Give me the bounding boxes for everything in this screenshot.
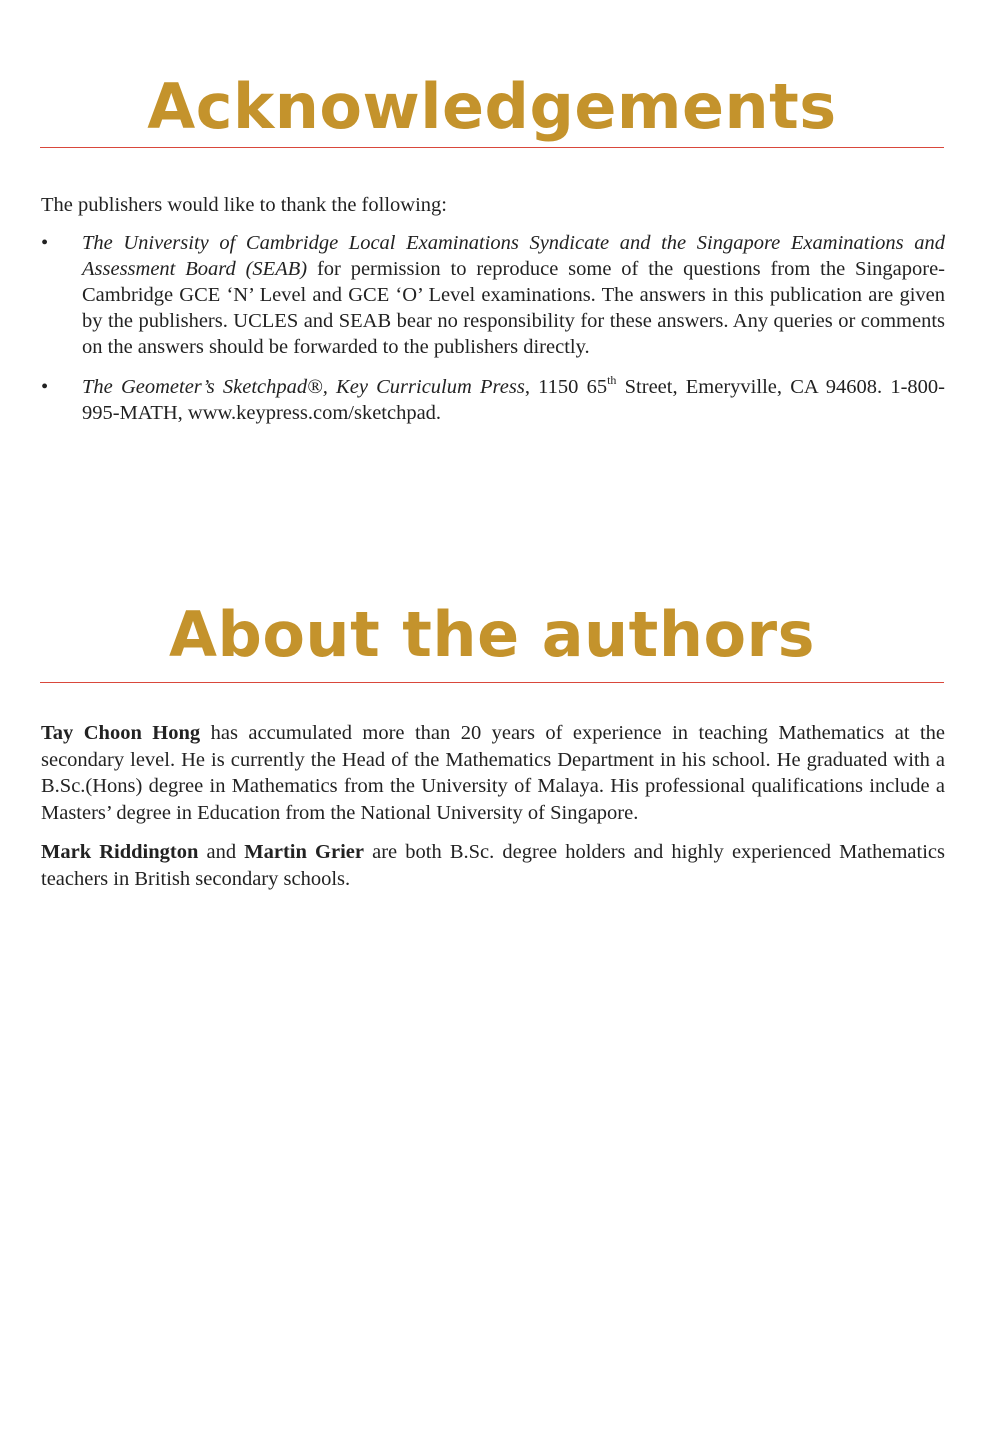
ordinal-suffix: th <box>607 373 617 388</box>
author-bio-text: has accumulated more than 20 years of experience in teaching Mathematics at the secondary level. He is currently the Head of the Mathematics Department in his school. He graduated with a B.Sc.(Hons) degree in Mathematics from the University of Malaya. His professional qualifications include a Masters’ degree in Education from the National University of Singapore. <box>41 722 946 824</box>
permission-text: for permission to reproduce some of the questions from the Singapore-Cambridge GCE ‘N’ Level and GCE ‘O’ Level examinations. The answers in this publication are given by the publishers. UCLES and SEAB bear no responsibility for these answers. Any queries or comments on the answers should be forwarded to the publishers directly. <box>82 258 946 358</box>
about-rule <box>40 682 944 683</box>
author-name: Mark Riddington <box>41 841 199 863</box>
author-bio-1 <box>41 720 945 826</box>
bullet-icon: • <box>41 232 49 254</box>
acknowledgements-rule <box>40 147 944 148</box>
address-start: , 1150 65 <box>524 376 608 398</box>
acknowledgements-list <box>41 230 945 440</box>
conjunction: and <box>198 841 245 863</box>
author-bio-text: are both B.Sc. degree holders and highly experienced Mathematics teachers in British secondary schools. <box>41 841 945 890</box>
bullet-icon: • <box>41 376 49 398</box>
acknowledgements-heading: Acknowledgements <box>147 70 837 143</box>
acknowledgements-intro: The publishers would like to thank the following: <box>41 194 447 216</box>
author-name: Tay Choon Hong <box>41 722 201 744</box>
list-item <box>41 374 945 426</box>
organisation-name: The University of Cambridge Local Examinations Syndicate and the Singapore Examinations and Assessment Board (SEAB) <box>82 232 945 280</box>
list-item <box>41 230 945 360</box>
about-heading: About the authors <box>168 598 816 671</box>
author-bio-2 <box>41 839 945 892</box>
address-end: Street, Emeryville, CA 94608. 1-800-995-MATH, www.keypress.com/sketchpad. <box>82 376 945 424</box>
product-name: The Geometer’s Sketchpad®, Key Curriculum Press <box>82 376 525 398</box>
author-name: Martin Grier <box>244 841 364 863</box>
